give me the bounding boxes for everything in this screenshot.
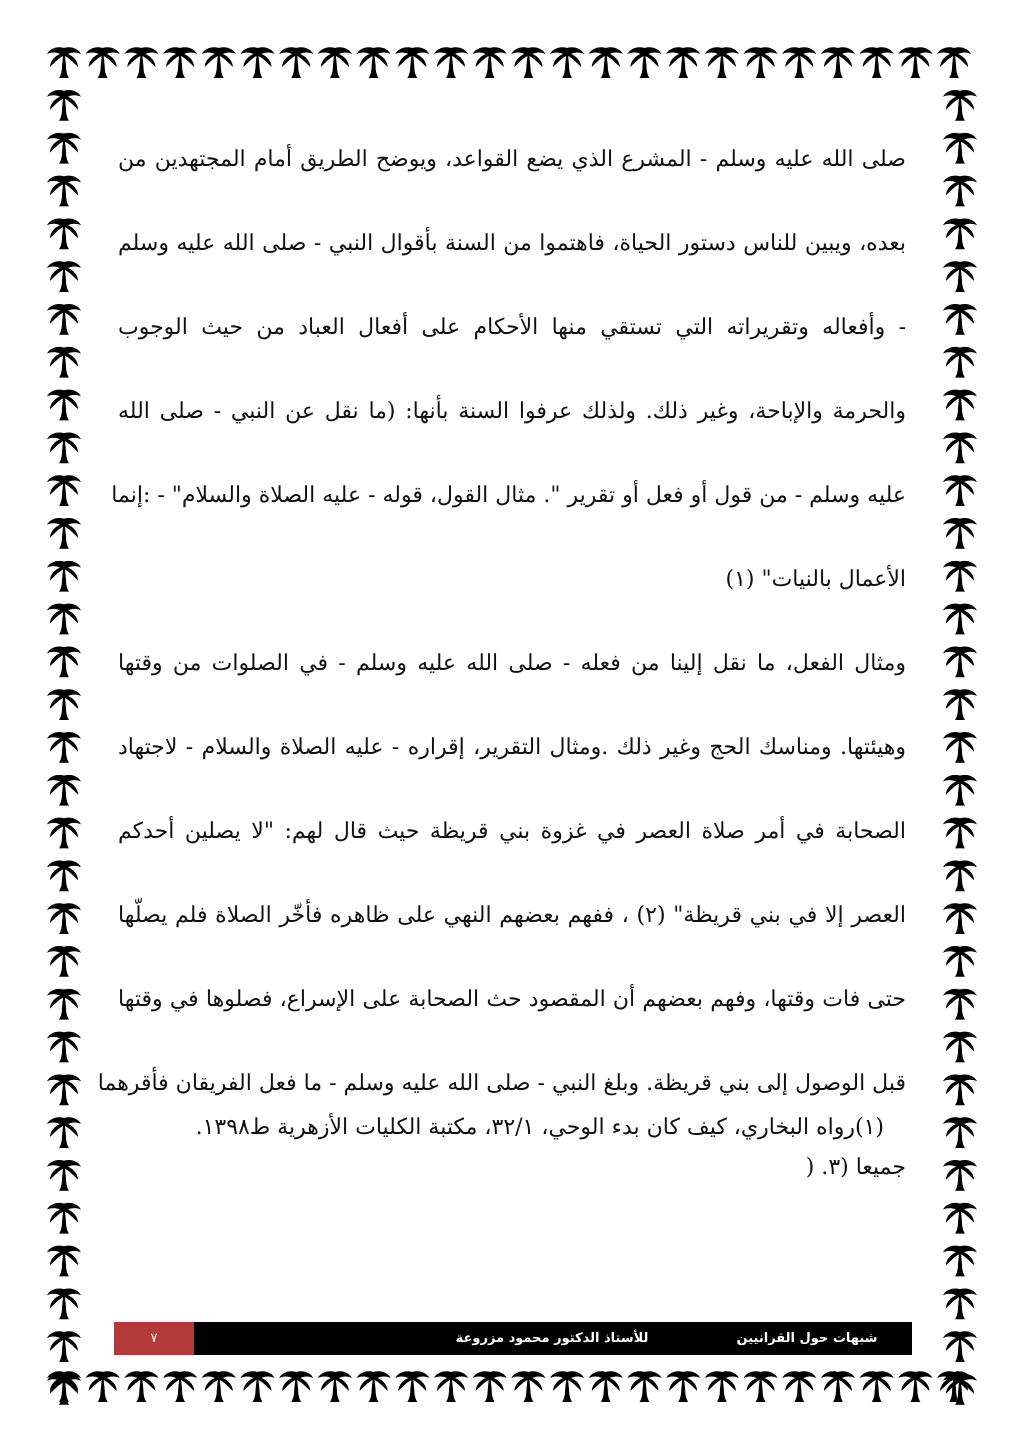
palm-tree-icon (821, 47, 855, 78)
palm-tree-icon (473, 47, 507, 78)
palm-tree-icon (705, 1371, 739, 1402)
palm-tree-icon (511, 47, 545, 78)
palm-tree-icon (47, 860, 81, 891)
palm-tree-icon (943, 646, 977, 677)
palm-tree-icon (47, 1117, 81, 1148)
palm-tree-icon (943, 432, 977, 463)
palm-tree-icon (943, 818, 977, 849)
palm-tree-icon (47, 561, 81, 592)
palm-tree-icon (47, 1246, 81, 1277)
palm-tree-icon (163, 1371, 197, 1402)
palm-tree-icon (943, 1203, 977, 1234)
palm-tree-icon (318, 47, 352, 78)
palm-tree-icon (395, 47, 429, 78)
body-text (97, 118, 906, 1210)
palm-tree-icon (202, 47, 236, 78)
palm-tree-icon (279, 47, 313, 78)
palm-tree-icon (47, 218, 81, 249)
palm-tree-icon (47, 1374, 81, 1405)
palm-tree-icon (473, 1371, 507, 1402)
page-number: ٧ (114, 1322, 194, 1355)
palm-tree-icon (943, 304, 977, 335)
footer-book-title: شبهات حول القرانيين (736, 1331, 878, 1346)
palm-tree-icon (47, 304, 81, 335)
palm-tree-icon (744, 1371, 778, 1402)
palm-tree-icon (705, 47, 739, 78)
palm-tree-icon (241, 1371, 275, 1402)
palm-tree-icon (589, 1371, 623, 1402)
palm-tree-icon (898, 47, 932, 78)
text-line: الصحابة في أمر صلاة العصر في غزوة بني قريظة حيث قال لهم: "لا يصلين أحدكم (118, 819, 906, 844)
palm-tree-icon (943, 903, 977, 934)
palm-tree-icon (943, 347, 977, 378)
palm-tree-icon (782, 1371, 816, 1402)
palm-tree-icon (943, 860, 977, 891)
palm-tree-icon (318, 1371, 352, 1402)
palm-tree-icon (943, 475, 977, 506)
palm-tree-icon (395, 1371, 429, 1402)
palm-tree-icon (47, 1160, 81, 1191)
palm-tree-icon (47, 818, 81, 849)
palm-tree-icon (47, 1331, 81, 1362)
palm-tree-icon (47, 903, 81, 934)
palm-tree-icon (47, 1288, 81, 1319)
text-line: حتى فات وقتها، وفهم بعضهم أن المقصود حث الصحابة على الإسراع، فصلوها في وقتها (118, 987, 906, 1012)
palm-tree-icon (666, 1371, 700, 1402)
palm-tree-icon (943, 1074, 977, 1105)
text-line: والحرمة والإباحة، وغير ذلك. ولذلك عرفوا السنة بأنها: (ما نقل عن النبي - صلى الله (118, 399, 906, 424)
palm-tree-icon (943, 1288, 977, 1319)
text-line: الأعمال بالنيات" (١) (725, 567, 906, 592)
palm-tree-icon (124, 47, 158, 78)
palm-tree-icon (241, 47, 275, 78)
palm-tree-icon (943, 218, 977, 249)
palm-tree-icon (434, 47, 468, 78)
palm-tree-icon (943, 390, 977, 421)
text-line: وهيئتها. ومناسك الحج وغير ذلك .ومثال التقرير، إقراره - عليه الصلاة والسلام - لاجتهاد (118, 735, 906, 760)
palm-tree-icon (86, 47, 120, 78)
palm-tree-icon (943, 989, 977, 1020)
palm-tree-icon (47, 432, 81, 463)
text-line: العصر إلا في بني قريظة" (٢) ، ففهم بعضهم النهي على ظاهره فأخّر الصلاة فلم يصلّها (118, 903, 906, 928)
palm-tree-icon (47, 347, 81, 378)
palm-tree-icon (943, 946, 977, 977)
text-line: بعده، ويبين للناس دستور الحياة، فاهتموا من السنة بأقوال النبي - صلى الله عليه وسلم (118, 231, 906, 256)
palm-tree-icon (943, 1374, 977, 1405)
palm-tree-icon (47, 604, 81, 635)
text-line: جميعا (٣. ( (805, 1155, 906, 1180)
footer-author: للأستاذ الدكتور محمود مزروعة (455, 1331, 649, 1346)
palm-tree-icon (47, 1032, 81, 1063)
palm-tree-icon (357, 1371, 391, 1402)
palm-tree-icon (47, 1074, 81, 1105)
palm-tree-icon (434, 1371, 468, 1402)
palm-tree-icon (589, 47, 623, 78)
palm-tree-icon (628, 1371, 662, 1402)
palm-tree-icon (47, 1203, 81, 1234)
palm-tree-icon (782, 47, 816, 78)
text-line: قبل الوصول إلى بني قريظة. وبلغ النبي - صلى الله عليه وسلم - ما فعل الفريقان فأقرهما (97, 1071, 906, 1096)
text-line: - وأفعاله وتقريراته التي تستقي منها الأحكام على أفعال العباد من حيث الوجوب (118, 315, 906, 340)
palm-tree-icon (550, 47, 584, 78)
palm-tree-icon (666, 47, 700, 78)
palm-tree-icon (943, 604, 977, 635)
palm-tree-icon (943, 1246, 977, 1277)
text-line: صلى الله عليه وسلم - المشرع الذي يضع القواعد، ويوضح الطريق أمام المجتهدين من (118, 147, 906, 172)
palm-tree-icon (47, 47, 81, 78)
palm-tree-icon (943, 1032, 977, 1063)
palm-tree-icon (86, 1371, 120, 1402)
palm-tree-icon (511, 1371, 545, 1402)
palm-tree-icon (47, 946, 81, 977)
palm-tree-icon (860, 1371, 894, 1402)
text-line: ومثال الفعل، ما نقل إلينا من فعله - صلى الله عليه وسلم - في الصلوات من وقتها (118, 651, 906, 676)
palm-tree-icon (943, 1331, 977, 1362)
palm-tree-icon (47, 90, 81, 121)
palm-tree-icon (47, 518, 81, 549)
text-line: عليه وسلم - من قول أو فعل أو تقرير ". مثال القول، قوله - عليه الصلاة والسلام" - :إنما (111, 483, 906, 508)
palm-tree-icon (943, 775, 977, 806)
palm-tree-icon (943, 261, 977, 292)
palm-tree-icon (943, 1117, 977, 1148)
palm-tree-icon (47, 261, 81, 292)
palm-tree-icon (943, 732, 977, 763)
palm-tree-icon (279, 1371, 313, 1402)
palm-tree-icon (47, 689, 81, 720)
page-footer (114, 1322, 912, 1355)
palm-tree-icon (628, 47, 662, 78)
palm-tree-icon (943, 133, 977, 164)
palm-tree-icon (47, 133, 81, 164)
palm-tree-icon (943, 90, 977, 121)
palm-tree-icon (47, 646, 81, 677)
palm-tree-icon (47, 390, 81, 421)
palm-tree-icon (943, 561, 977, 592)
palm-tree-icon (943, 518, 977, 549)
palm-tree-icon (744, 47, 778, 78)
palm-tree-icon (943, 689, 977, 720)
palm-tree-icon (202, 1371, 236, 1402)
palm-tree-icon (163, 47, 197, 78)
palm-tree-icon (898, 1371, 932, 1402)
footnote: (١)رواه البخاري، كيف كان بدء الوحي، ٣٢/١، مكتبة الكليات الأزهرية ط١٣٩٨. (195, 1115, 884, 1140)
palm-tree-icon (821, 1371, 855, 1402)
palm-tree-icon (550, 1371, 584, 1402)
palm-tree-icon (124, 1371, 158, 1402)
palm-tree-icon (47, 176, 81, 207)
palm-tree-icon (943, 176, 977, 207)
palm-tree-icon (47, 732, 81, 763)
palm-tree-icon (47, 475, 81, 506)
palm-tree-icon (47, 775, 81, 806)
palm-tree-icon (943, 1160, 977, 1191)
palm-tree-icon (937, 47, 971, 78)
palm-tree-icon (47, 989, 81, 1020)
palm-tree-icon (860, 47, 894, 78)
palm-tree-icon (357, 47, 391, 78)
